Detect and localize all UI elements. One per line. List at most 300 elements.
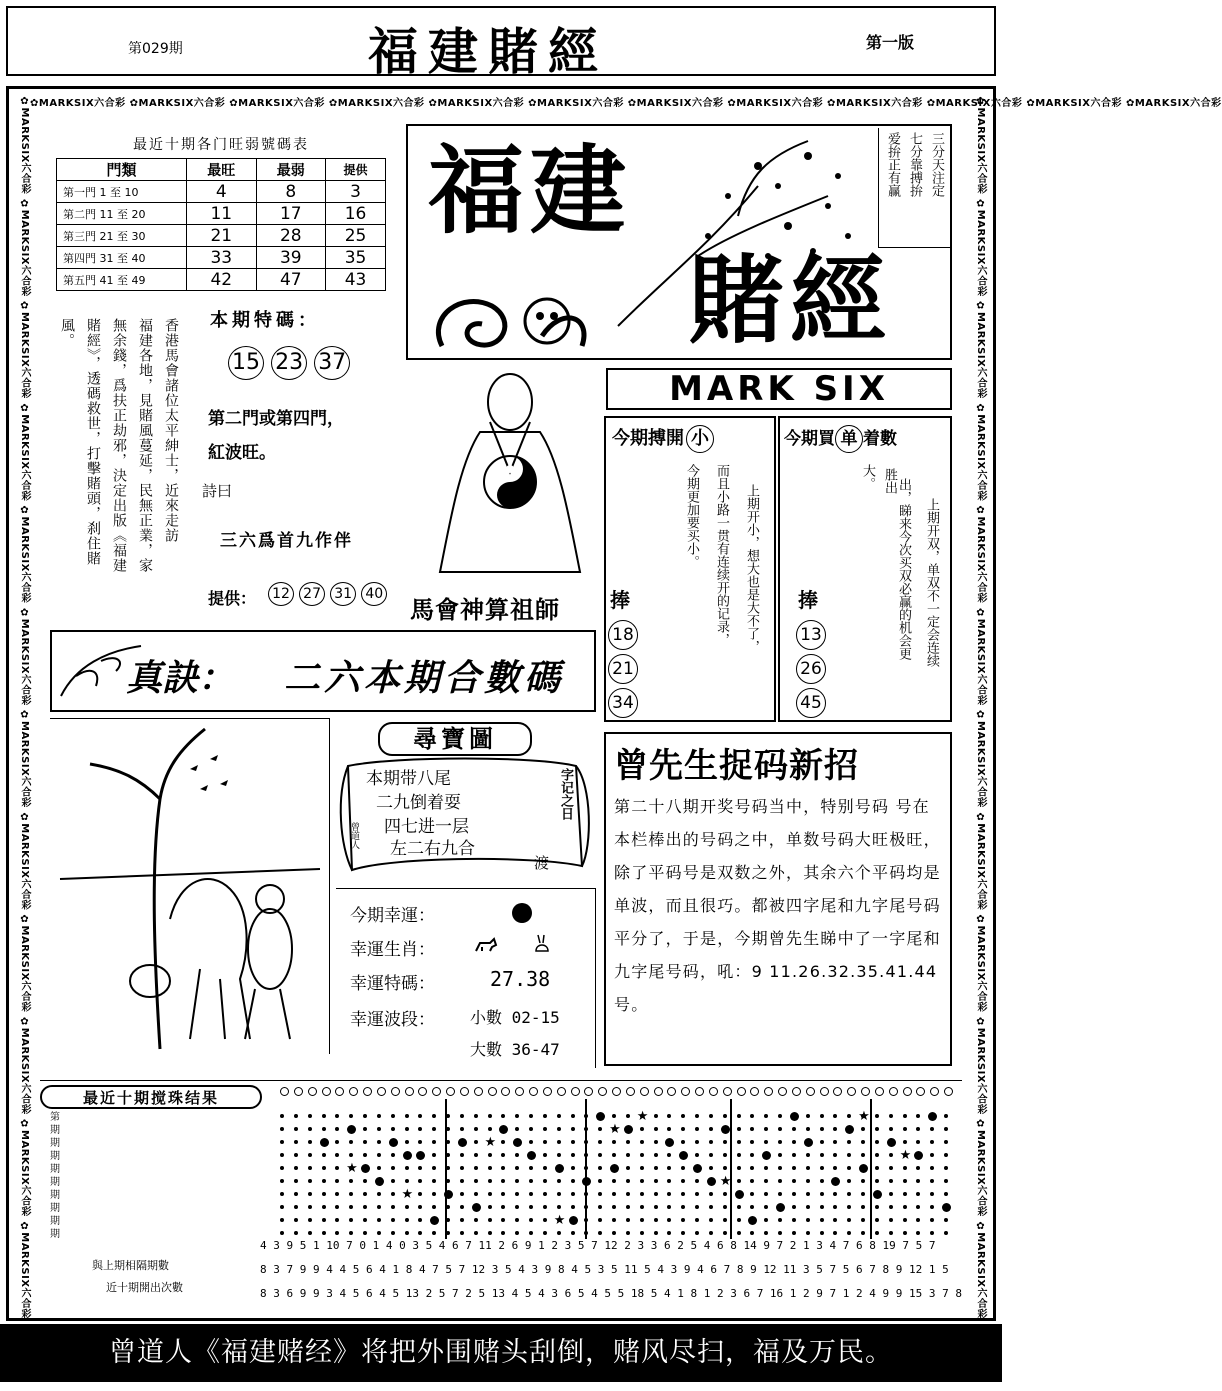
grid-dot (543, 1179, 547, 1183)
intro-col-4: 賭經》，透碼救世，打擊賭頭，刹住賭 (85, 318, 101, 566)
grid-dot (488, 1192, 492, 1196)
grid-dot (640, 1205, 644, 1209)
edition-label: 第一版 (866, 33, 915, 52)
grid-dot (709, 1166, 713, 1170)
grid-dot (529, 1218, 533, 1222)
table-row (57, 203, 386, 225)
grid-dot (543, 1166, 547, 1170)
grid-dot (598, 1153, 602, 1157)
gate-to-label: 至 (117, 229, 128, 243)
grid-dot (280, 1166, 284, 1170)
grid-dot (322, 1205, 326, 1209)
marksix-band-right: ✿MARKSIX六合彩 ✿MARKSIX六合彩 ✿MARKSIX六合彩 ✿MARKSIX六合彩 ✿MARKSIX六合彩 ✿MARKSIX六合彩 ✿MARKSIX六合彩 ✿MARKSIX六合彩 ✿MARKSIX六合彩 ✿MARKSIX六合彩 ✿MARKSIX六合彩 ✿MARKSIX六合彩 (975, 96, 986, 1320)
grid-dot (557, 1192, 561, 1196)
results-row-label: 期 (50, 1177, 60, 1188)
grid-dot (308, 1231, 312, 1235)
grid-dot (861, 1179, 865, 1183)
buy-box-title-a: 今期買 (784, 429, 835, 449)
grid-dot (308, 1192, 312, 1196)
grid-dot (820, 1231, 824, 1235)
grid-dot (626, 1231, 630, 1235)
gate-label: 第一門 (63, 185, 96, 199)
grid-dot (903, 1140, 907, 1144)
grid-dot (308, 1205, 312, 1209)
grid-dot (377, 1231, 381, 1235)
buy-box-title-b: 着數 (863, 429, 897, 449)
buy-pick-ball: 26 (796, 654, 826, 684)
grid-dot (335, 1140, 339, 1144)
table-row (57, 181, 386, 203)
drawn-ball (361, 1164, 370, 1173)
grid-dot (349, 1218, 353, 1222)
grid-dot (875, 1153, 879, 1157)
grid-divider (585, 1099, 587, 1239)
special-ball-star: ★ (858, 1109, 870, 1124)
results-row-label: 期 (50, 1151, 60, 1162)
grid-dot (750, 1231, 754, 1235)
grid-dot (571, 1179, 575, 1183)
grid-dot (681, 1166, 685, 1170)
grid-dot (640, 1140, 644, 1144)
grid-dot (737, 1087, 746, 1096)
grid-dot (861, 1192, 865, 1196)
grid-dot (391, 1231, 395, 1235)
open-picks (608, 620, 638, 718)
grid-dot (557, 1205, 561, 1209)
grid-dot (695, 1205, 699, 1209)
drawn-ball (679, 1151, 688, 1160)
grid-dot (501, 1205, 505, 1209)
grid-dot (363, 1179, 367, 1183)
grid-dot (778, 1114, 782, 1118)
grid-dot (529, 1087, 538, 1096)
grid-dot (654, 1114, 658, 1118)
grid-dot (737, 1127, 741, 1131)
grid-dot (335, 1179, 339, 1183)
grid-dot (418, 1218, 422, 1222)
grid-dot (432, 1127, 436, 1131)
drawn-ball (762, 1151, 771, 1160)
treasure-line-3: 四七进一层 (384, 817, 469, 837)
grid-dot (460, 1127, 464, 1131)
footer-text: 曾道人《福建赌经》将把外围赌头刮倒，赌风尽扫，福及万民。 (109, 1337, 893, 1368)
gate-label: 第三門 (63, 229, 96, 243)
grid-dot (446, 1087, 455, 1096)
grid-dot (349, 1179, 353, 1183)
results-row-3: 8 3 6 9 9 3 4 5 6 4 5 13 2 5 7 2 5 13 4 5 4 3 6 5 4 5 5 18 5 4 1 8 1 2 3 6 7 16 1 2 9 7 1 2 4 9 9 15 3 7 8 (260, 1287, 962, 1300)
table-row (57, 225, 386, 247)
grid-dot (944, 1218, 948, 1222)
grid-dot (889, 1114, 893, 1118)
gate-to: 10 (124, 185, 139, 199)
grid-dot (806, 1205, 810, 1209)
grid-dot (778, 1192, 782, 1196)
grid-dot (501, 1140, 505, 1144)
grid-dot (792, 1192, 796, 1196)
grid-dot (903, 1218, 907, 1222)
grid-dot (308, 1087, 317, 1096)
grid-dot (529, 1127, 533, 1131)
grid-dot (308, 1140, 312, 1144)
grid-dot (861, 1218, 865, 1222)
grid-dot (501, 1166, 505, 1170)
grid-dot (944, 1087, 953, 1096)
drawn-ball (624, 1125, 633, 1134)
drawn-ball (707, 1177, 716, 1186)
grid-dot (681, 1205, 685, 1209)
truth-banner (50, 630, 596, 712)
grid-dot (391, 1127, 395, 1131)
intro-col-2: 福建各地，見賭風蔓延，民無正業，家 (137, 318, 153, 573)
grid-dot (640, 1127, 644, 1131)
grid-dot (571, 1166, 575, 1170)
grid-dot (460, 1114, 464, 1118)
grid-dot (833, 1127, 837, 1131)
drawn-ball (320, 1138, 329, 1147)
hot-value: 21 (187, 225, 257, 247)
drawn-ball (845, 1125, 854, 1134)
grid-dot (654, 1218, 658, 1222)
buy-text-col-1: 上期开双，单双不一定会连续 (924, 498, 939, 667)
lucky-label-1: 今期幸運： (350, 906, 435, 926)
grid-dot (778, 1087, 787, 1096)
grid-dot (944, 1114, 948, 1118)
poem-text: 三六爲首九作伴 (220, 531, 353, 551)
grid-dot (667, 1114, 671, 1118)
open-pick-label: 捧 (610, 588, 630, 612)
drawn-ball (831, 1177, 840, 1186)
grid-dot (377, 1166, 381, 1170)
grid-dot (418, 1140, 422, 1144)
grid-dot (294, 1218, 298, 1222)
grid-dot (557, 1114, 561, 1118)
grid-dot (640, 1179, 644, 1183)
offer-number-ball: 12 (268, 582, 294, 606)
lucky-label-2: 幸運生肖： (350, 940, 435, 960)
open-text-col-2: 而且小路一贯有连续开的记录， (714, 464, 729, 646)
special-ball-star: ★ (484, 1135, 497, 1150)
open-box-title-text: 今期搏開 (612, 428, 684, 449)
grid-dot (460, 1192, 464, 1196)
drawn-ball (416, 1151, 425, 1160)
grid-dot (405, 1140, 409, 1144)
treasure-scroll (336, 722, 596, 882)
grid-dot (335, 1231, 339, 1235)
grid-dot (903, 1192, 907, 1196)
grid-dot (488, 1153, 492, 1157)
grid-dot (349, 1153, 353, 1157)
grid-dot (667, 1153, 671, 1157)
offer-value: 43 (326, 269, 386, 291)
drawn-ball (389, 1138, 398, 1147)
page-title: 福建賭經 (368, 22, 608, 81)
grid-dot (335, 1192, 339, 1196)
grid-dot (543, 1140, 547, 1144)
intro-text (52, 318, 184, 598)
grid-dot (764, 1205, 768, 1209)
grid-dot (418, 1205, 422, 1209)
special-ball-star: ★ (609, 1122, 621, 1137)
cold-value: 17 (256, 203, 326, 225)
grid-dot (875, 1127, 879, 1131)
grid-dot (377, 1218, 381, 1222)
results-row-label: 期 (50, 1203, 60, 1214)
grid-dot (861, 1127, 865, 1131)
lucky-label-3: 幸運特碼： (350, 974, 435, 994)
grid-dot (695, 1140, 699, 1144)
grid-dot (944, 1192, 948, 1196)
grid-dot (612, 1231, 616, 1235)
grid-dot (294, 1127, 298, 1131)
motto-col-3: 爱拚正有赢 (885, 132, 900, 197)
drawn-ball (430, 1216, 439, 1225)
grid-dot (322, 1231, 326, 1235)
grid-dot (280, 1140, 284, 1144)
grid-dot (778, 1218, 782, 1222)
results-title: 最近十期搅珠结果 (40, 1085, 262, 1109)
offer-number-ball: 31 (330, 582, 356, 606)
grid-dot (322, 1179, 326, 1183)
results-row-label: 期 (50, 1164, 60, 1175)
grid-dot (335, 1166, 339, 1170)
grid-dot (681, 1192, 685, 1196)
grid-dot (930, 1127, 934, 1131)
grid-dot (847, 1231, 851, 1235)
grid-dot (626, 1140, 630, 1144)
grid-dot (820, 1166, 824, 1170)
grid-dot (515, 1087, 524, 1096)
grid-dot (363, 1153, 367, 1157)
grid-dot (391, 1179, 395, 1183)
special-line-2: 紅波旺。 (208, 443, 276, 463)
grid-dot (571, 1087, 580, 1096)
grid-dot (930, 1087, 939, 1096)
grid-dot (723, 1192, 727, 1196)
grid-dot (488, 1205, 492, 1209)
grid-dot (723, 1140, 727, 1144)
grid-dot (654, 1205, 658, 1209)
grid-dot (612, 1192, 616, 1196)
grid-dot (750, 1114, 754, 1118)
marksix-band-top: ✿MARKSIX六合彩 ✿MARKSIX六合彩 ✿MARKSIX六合彩 ✿MARKSIX六合彩 ✿MARKSIX六合彩 ✿MARKSIX六合彩 ✿MARKSIX六合彩 ✿MARKSIX六合彩 ✿MARKSIX六合彩 ✿MARKSIX六合彩 ✿MARKSIX六合彩 ✿MARKSIX六合彩 (30, 98, 1222, 109)
grid-dot (460, 1153, 464, 1157)
grid-dot (944, 1140, 948, 1144)
open-box (604, 416, 776, 722)
grid-dot (889, 1231, 893, 1235)
grid-dot (847, 1114, 851, 1118)
grid-dot (875, 1231, 879, 1235)
grid-dot (515, 1153, 519, 1157)
grid-dot (474, 1153, 478, 1157)
gate-to-label: 至 (110, 185, 121, 199)
header-hot: 最旺 (187, 159, 257, 181)
grid-dot (640, 1218, 644, 1222)
grid-dot (695, 1087, 704, 1096)
buy-text-col-3: 胜出 (882, 468, 897, 494)
grid-dot (335, 1218, 339, 1222)
grid-dot (280, 1087, 289, 1096)
grid-dot (847, 1192, 851, 1196)
horse-illustration (50, 719, 328, 1053)
grid-dot (626, 1205, 630, 1209)
grid-dot (916, 1179, 920, 1183)
logo-text-bottom: 賭經 (688, 244, 892, 357)
grid-dot (654, 1192, 658, 1196)
treasure-title: 尋寶圖 (378, 722, 532, 756)
table-row (57, 269, 386, 291)
grid-dot (750, 1166, 754, 1170)
grid-dot (432, 1153, 436, 1157)
grid-dot (806, 1127, 810, 1131)
grid-dot (820, 1127, 824, 1131)
grid-dot (391, 1087, 400, 1096)
buy-pick-label: 捧 (798, 588, 818, 612)
grid-dot (820, 1153, 824, 1157)
open-text-col-1: 上期开小，想大也是大不了， (744, 484, 759, 653)
grid-dot (626, 1087, 635, 1096)
grid-dot (654, 1087, 663, 1096)
grid-dot (806, 1179, 810, 1183)
results-note-1: 與上期相隔期數 (92, 1259, 169, 1272)
grid-dot (501, 1114, 505, 1118)
grid-dot (764, 1087, 773, 1096)
drawn-ball (804, 1138, 813, 1147)
grid-dot (695, 1192, 699, 1196)
grid-dot (667, 1166, 671, 1170)
grid-dot (847, 1179, 851, 1183)
grid-dot (806, 1166, 810, 1170)
grid-dot (667, 1231, 671, 1235)
grid-dot (308, 1166, 312, 1170)
grid-dot (681, 1218, 685, 1222)
cold-value: 8 (256, 181, 326, 203)
grid-dot (806, 1153, 810, 1157)
treasure-side-2: 渡 (534, 854, 550, 872)
grid-dot (584, 1087, 593, 1096)
grid-divider (870, 1099, 872, 1239)
grid-dot (432, 1205, 436, 1209)
grid-dot (833, 1192, 837, 1196)
grid-dot (515, 1114, 519, 1118)
grid-dot (377, 1114, 381, 1118)
drawn-ball (458, 1138, 467, 1147)
grid-dot (750, 1205, 754, 1209)
grid-dot (612, 1218, 616, 1222)
grid-dot (847, 1205, 851, 1209)
grid-dot (916, 1127, 920, 1131)
grid-dot (709, 1218, 713, 1222)
grid-dot (930, 1205, 934, 1209)
hot-value: 42 (187, 269, 257, 291)
grid-dot (294, 1087, 303, 1096)
grid-dot (875, 1218, 879, 1222)
buy-picks (796, 620, 826, 718)
offer-numbers (268, 582, 387, 606)
grid-dot (709, 1231, 713, 1235)
grid-dot (557, 1127, 561, 1131)
truth-label: 真訣： (126, 657, 235, 699)
grid-divider (730, 1099, 732, 1239)
grid-dot (792, 1205, 796, 1209)
grid-dot (335, 1127, 339, 1131)
grid-dot (335, 1114, 339, 1118)
buy-pick-ball: 45 (796, 688, 826, 718)
grid-dot (405, 1218, 409, 1222)
table-row (57, 247, 386, 269)
grid-dot (322, 1192, 326, 1196)
grid-dot (916, 1218, 920, 1222)
grid-dot (363, 1140, 367, 1144)
buy-text-col-4: 大。 (860, 464, 875, 490)
grid-dot (322, 1218, 326, 1222)
grid-dot (612, 1140, 616, 1144)
grid-dot (889, 1179, 893, 1183)
open-box-title (612, 424, 714, 453)
grid-dot (709, 1127, 713, 1131)
grid-dot (778, 1153, 782, 1157)
grid-dot (709, 1192, 713, 1196)
grid-dot (737, 1140, 741, 1144)
grid-dot (640, 1192, 644, 1196)
grid-dot (806, 1114, 810, 1118)
grid-dot (667, 1087, 676, 1096)
grid-dot (598, 1087, 607, 1096)
grid-dot (875, 1140, 879, 1144)
grid-dot (405, 1231, 409, 1235)
grid-dot (626, 1218, 630, 1222)
grid-dot (654, 1140, 658, 1144)
cold-value: 28 (256, 225, 326, 247)
grid-dot (861, 1153, 865, 1157)
marksix-text: MARK SIX (669, 369, 889, 409)
drawn-ball (596, 1112, 605, 1121)
grid-dot (667, 1218, 671, 1222)
grid-dot (889, 1087, 898, 1096)
grid-dot (405, 1127, 409, 1131)
grid-dot (626, 1179, 630, 1183)
grid-dot (861, 1231, 865, 1235)
grid-dot (446, 1127, 450, 1131)
grid-dot (640, 1153, 644, 1157)
grid-dot (377, 1192, 381, 1196)
grid-dot (335, 1205, 339, 1209)
grid-dot (571, 1127, 575, 1131)
grid-dot (833, 1166, 837, 1170)
grid-dot (640, 1166, 644, 1170)
results-section (40, 1080, 962, 1310)
grid-dot (916, 1087, 925, 1096)
offer-number-ball: 40 (361, 582, 387, 606)
grid-dot (363, 1218, 367, 1222)
grid-dot (764, 1166, 768, 1170)
drawn-ball (790, 1112, 799, 1121)
special-ball-star: ★ (636, 1109, 649, 1124)
special-ball-star: ★ (899, 1148, 912, 1163)
grid-dot (764, 1140, 768, 1144)
grid-dot (543, 1218, 547, 1222)
grid-dot (515, 1218, 519, 1222)
grid-dot (806, 1192, 810, 1196)
special-number-ball: 23 (271, 346, 307, 380)
grid-dot (930, 1218, 934, 1222)
grid-dot (903, 1166, 907, 1170)
grid-dot (363, 1127, 367, 1131)
grid-dot (349, 1205, 353, 1209)
grid-dot (529, 1140, 533, 1144)
grid-divider (445, 1099, 447, 1239)
grid-dot (280, 1114, 284, 1118)
grid-dot (806, 1218, 810, 1222)
